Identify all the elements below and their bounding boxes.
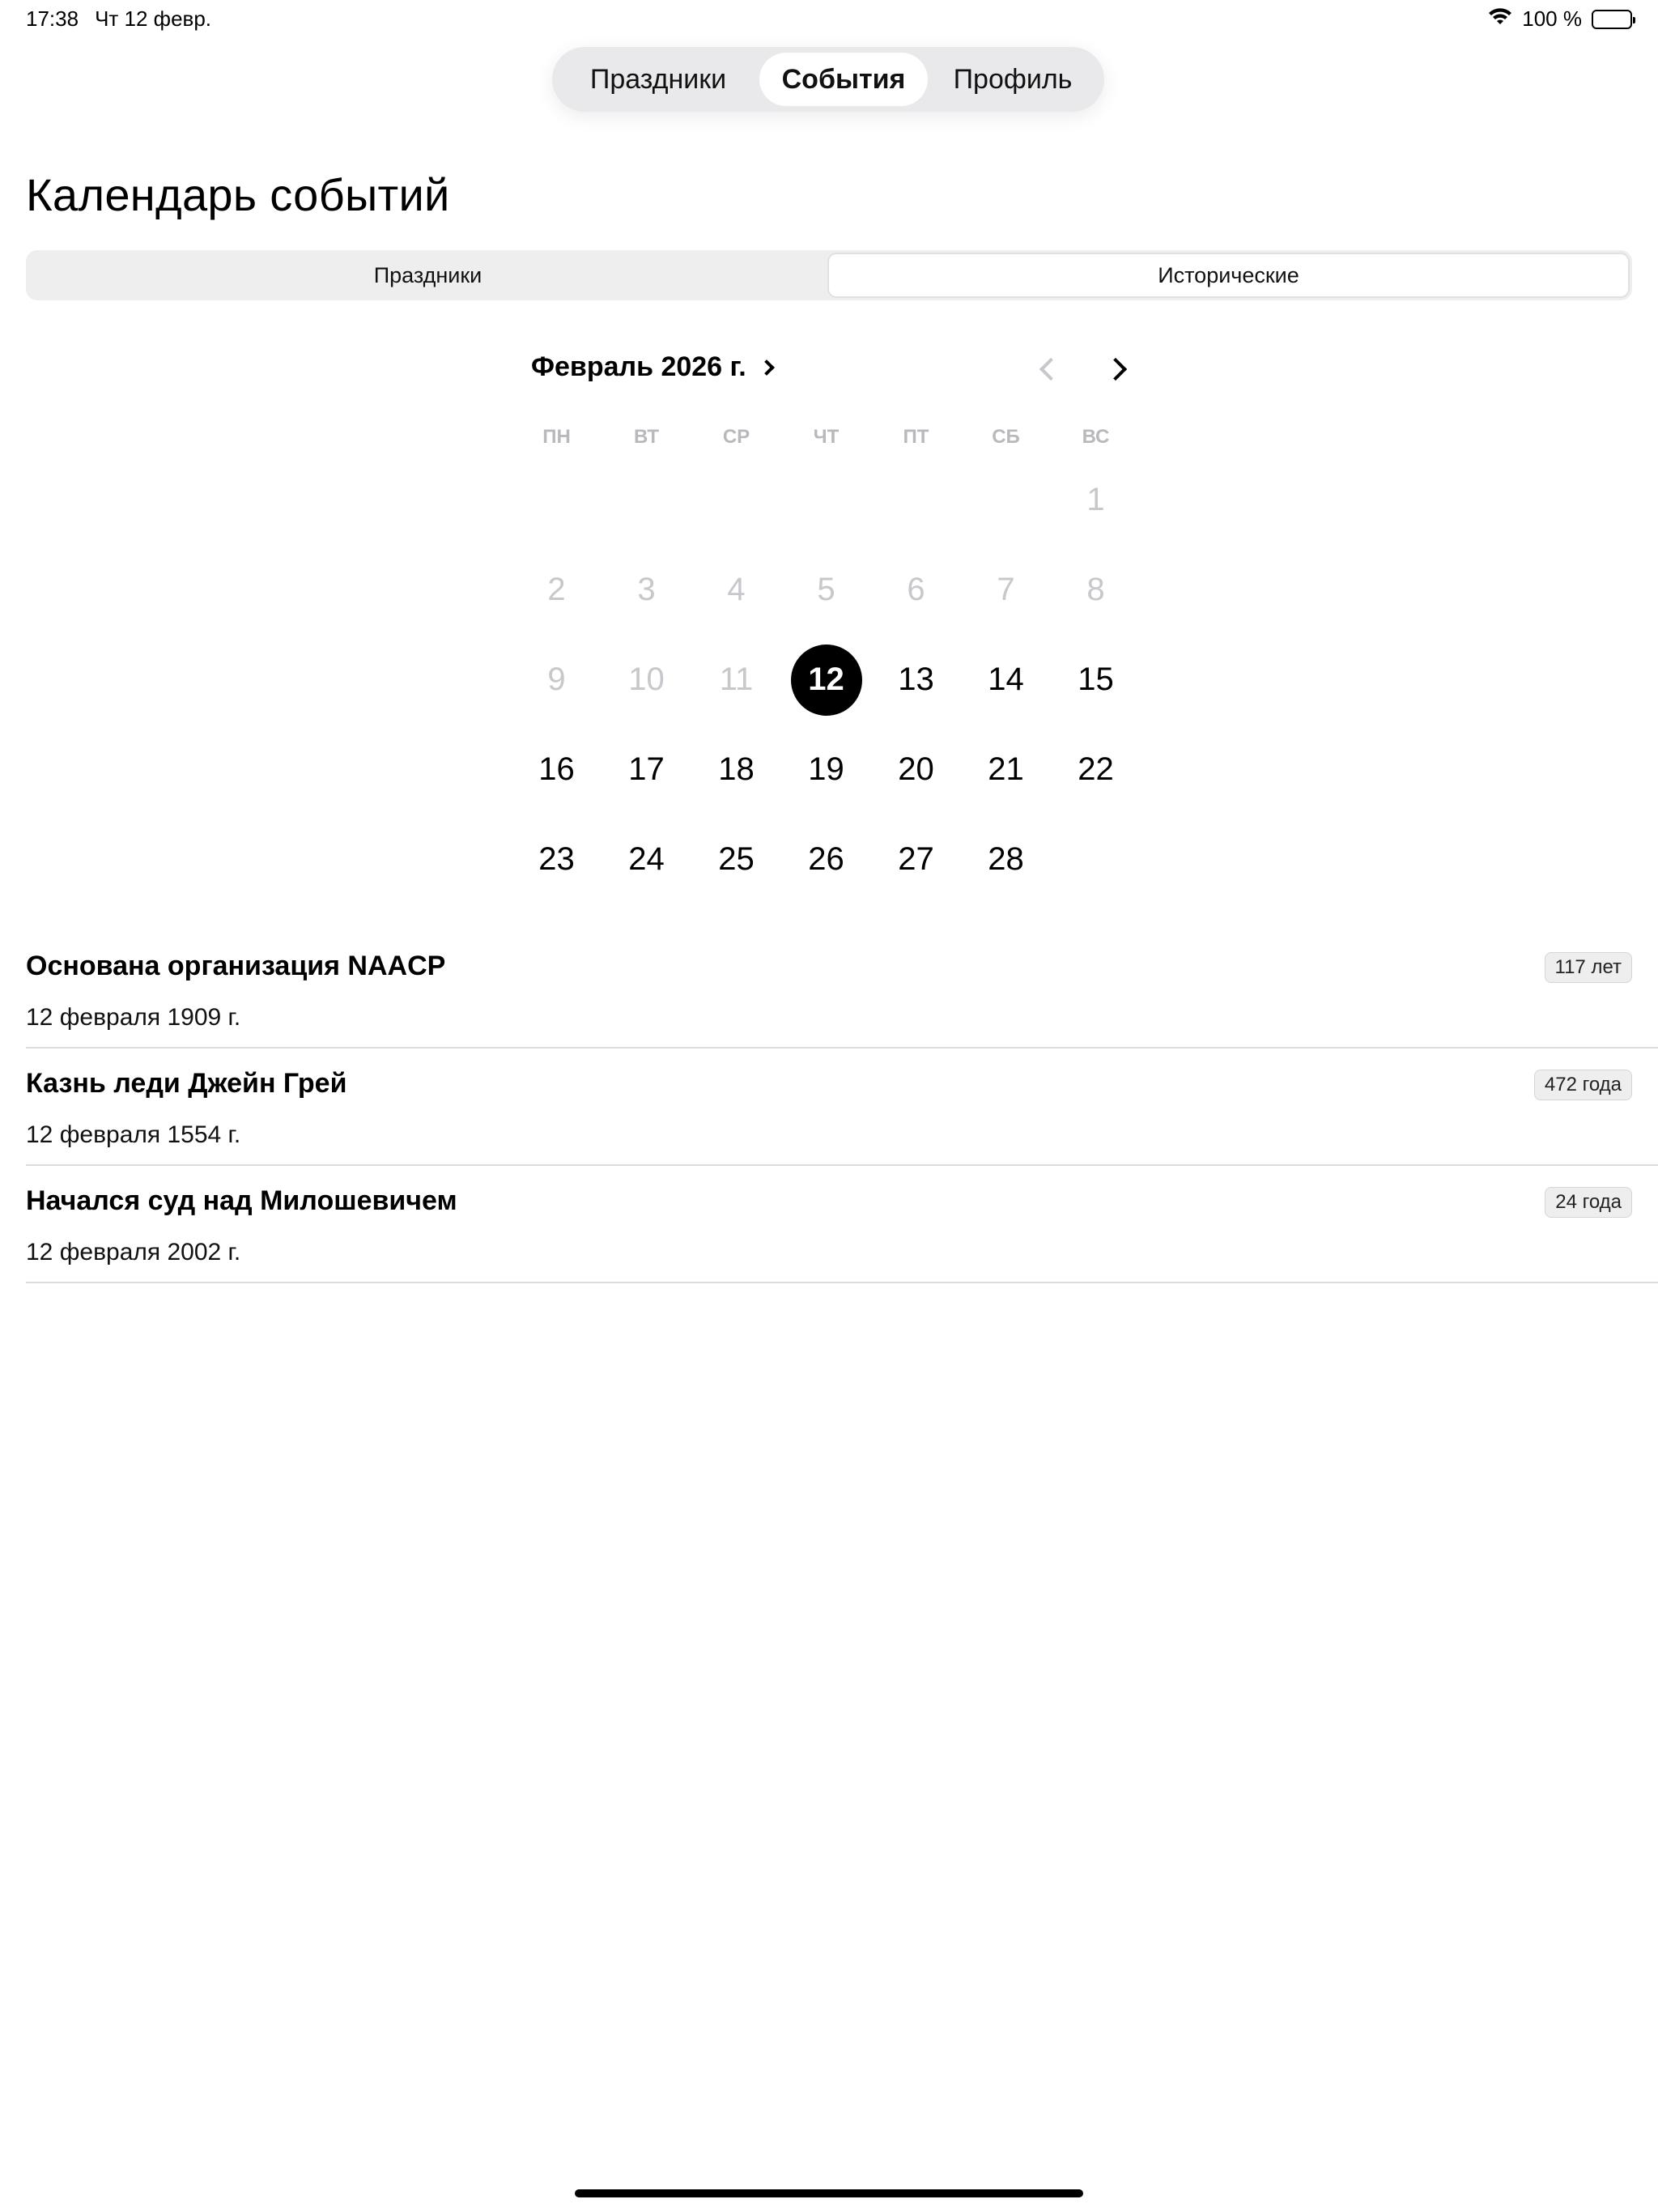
next-month-button[interactable] <box>1106 353 1138 385</box>
calendar-day[interactable] <box>871 725 961 815</box>
weekday-label: ПН <box>542 426 571 448</box>
calendar-day <box>691 545 781 635</box>
calendar-day[interactable] <box>1051 635 1141 725</box>
calendar-day-label: 16 <box>538 751 575 787</box>
calendar-day-label: 17 <box>628 751 665 787</box>
calendar-day-label: 12 <box>791 644 862 716</box>
calendar-day-label: 6 <box>907 572 925 607</box>
calendar-day[interactable] <box>602 725 691 815</box>
segment-historical[interactable]: Исторические <box>827 253 1630 298</box>
calendar-day-label: 2 <box>547 572 566 607</box>
calendar-day <box>1051 455 1141 545</box>
segment-holidays[interactable]: Праздники <box>373 262 483 287</box>
calendar-day[interactable] <box>691 815 781 904</box>
calendar-day <box>602 545 691 635</box>
chevron-right-icon <box>1104 358 1127 381</box>
calendar-day[interactable] <box>781 815 871 904</box>
calendar-day-label: 9 <box>547 661 566 697</box>
calendar-day <box>512 635 602 725</box>
battery-icon <box>1592 10 1632 29</box>
page-title: Календарь событий <box>26 169 450 220</box>
calendar-day-label: 1 <box>1086 482 1105 517</box>
calendar-day <box>871 545 961 635</box>
calendar-empty-cell <box>512 455 602 545</box>
tab-events[interactable]: События <box>759 53 928 106</box>
calendar-day[interactable] <box>1051 725 1141 815</box>
tab-profile[interactable]: Профиль <box>953 63 1073 95</box>
weekday-label: ПТ <box>903 426 929 448</box>
calendar-day-selected[interactable] <box>781 635 871 725</box>
calendar-empty-cell <box>602 455 691 545</box>
top-tab-bar <box>552 47 1104 112</box>
calendar-day-label: 20 <box>898 751 934 787</box>
event-date: 12 февраля 2002 г. <box>26 1239 241 1266</box>
event-title: Начался суд над Милошевичем <box>26 1185 457 1216</box>
calendar-day[interactable] <box>961 725 1051 815</box>
calendar-day <box>1051 545 1141 635</box>
calendar-day[interactable] <box>602 815 691 904</box>
event-date: 12 февраля 1909 г. <box>26 1004 241 1031</box>
calendar-day-label: 25 <box>718 841 755 877</box>
weekday-label: ЧТ <box>813 426 840 448</box>
previous-month-button[interactable] <box>1031 353 1064 385</box>
calendar-day-label: 3 <box>637 572 656 607</box>
calendar-empty-cell <box>961 455 1051 545</box>
calendar-day[interactable] <box>961 635 1051 725</box>
calendar-day-label: 14 <box>988 661 1024 697</box>
calendar-day[interactable] <box>871 815 961 904</box>
calendar-day[interactable] <box>871 635 961 725</box>
event-title: Казнь леди Джейн Грей <box>26 1068 347 1099</box>
calendar-day-label: 26 <box>808 841 844 877</box>
calendar-day-label: 21 <box>988 751 1024 787</box>
calendar-day <box>691 635 781 725</box>
years-badge: 117 лет <box>1545 952 1632 983</box>
calendar-day <box>512 545 602 635</box>
calendar-day-label: 13 <box>898 661 934 697</box>
list-item[interactable] <box>26 931 1658 1049</box>
wifi-icon <box>1488 6 1512 32</box>
calendar-day[interactable] <box>512 815 602 904</box>
calendar-day[interactable] <box>512 725 602 815</box>
calendar-day-label: 15 <box>1078 661 1114 697</box>
calendar-day-label: 22 <box>1078 751 1114 787</box>
weekday-label: СР <box>722 426 750 448</box>
calendar-day-label: 23 <box>538 841 575 877</box>
calendar-day-label: 28 <box>988 841 1024 877</box>
calendar-grid <box>512 455 1141 904</box>
years-badge: 24 года <box>1545 1187 1632 1218</box>
chevron-right-icon <box>759 359 775 376</box>
event-title: Основана организация NAACP <box>26 951 446 981</box>
status-left <box>26 6 211 32</box>
list-item[interactable] <box>26 1049 1658 1166</box>
calendar-day[interactable] <box>961 815 1051 904</box>
status-time: 17:38 <box>26 6 79 31</box>
calendar-day-label: 27 <box>898 841 934 877</box>
calendar-day-label: 24 <box>628 841 665 877</box>
home-indicator <box>575 2189 1083 2197</box>
years-badge: 472 года <box>1534 1070 1632 1100</box>
events-list <box>26 931 1658 1283</box>
weekday-label: ВТ <box>633 426 660 448</box>
calendar-day[interactable] <box>781 725 871 815</box>
calendar-day-label: 7 <box>997 572 1015 607</box>
calendar-day-label: 4 <box>727 572 746 607</box>
weekday-label: ВС <box>1082 426 1110 448</box>
calendar-empty-cell <box>691 455 781 545</box>
weekday-header <box>512 426 1141 449</box>
battery-percent: 100 % <box>1522 6 1582 31</box>
list-item[interactable] <box>26 1166 1658 1283</box>
calendar-day <box>781 545 871 635</box>
status-right <box>1488 6 1632 32</box>
status-bar <box>0 0 1658 39</box>
calendar-day-label: 5 <box>817 572 835 607</box>
tab-holidays[interactable]: Праздники <box>589 63 727 95</box>
calendar-day[interactable] <box>691 725 781 815</box>
status-date: Чт 12 февр. <box>95 6 212 31</box>
calendar-day-label: 19 <box>808 751 844 787</box>
calendar-day <box>602 635 691 725</box>
calendar-day <box>961 545 1051 635</box>
calendar-empty-cell <box>781 455 871 545</box>
month-label: Февраль 2026 г. <box>531 351 746 382</box>
calendar-day-label: 18 <box>718 751 755 787</box>
segmented-control <box>26 250 1632 300</box>
calendar-day-label: 10 <box>628 661 665 697</box>
calendar-day-label: 8 <box>1086 572 1105 607</box>
calendar-empty-cell <box>871 455 961 545</box>
weekday-label: СБ <box>992 426 1020 448</box>
event-date: 12 февраля 1554 г. <box>26 1121 241 1148</box>
chevron-left-icon <box>1039 358 1062 381</box>
calendar-day-label: 11 <box>719 661 754 697</box>
month-picker-button[interactable] <box>531 351 772 383</box>
